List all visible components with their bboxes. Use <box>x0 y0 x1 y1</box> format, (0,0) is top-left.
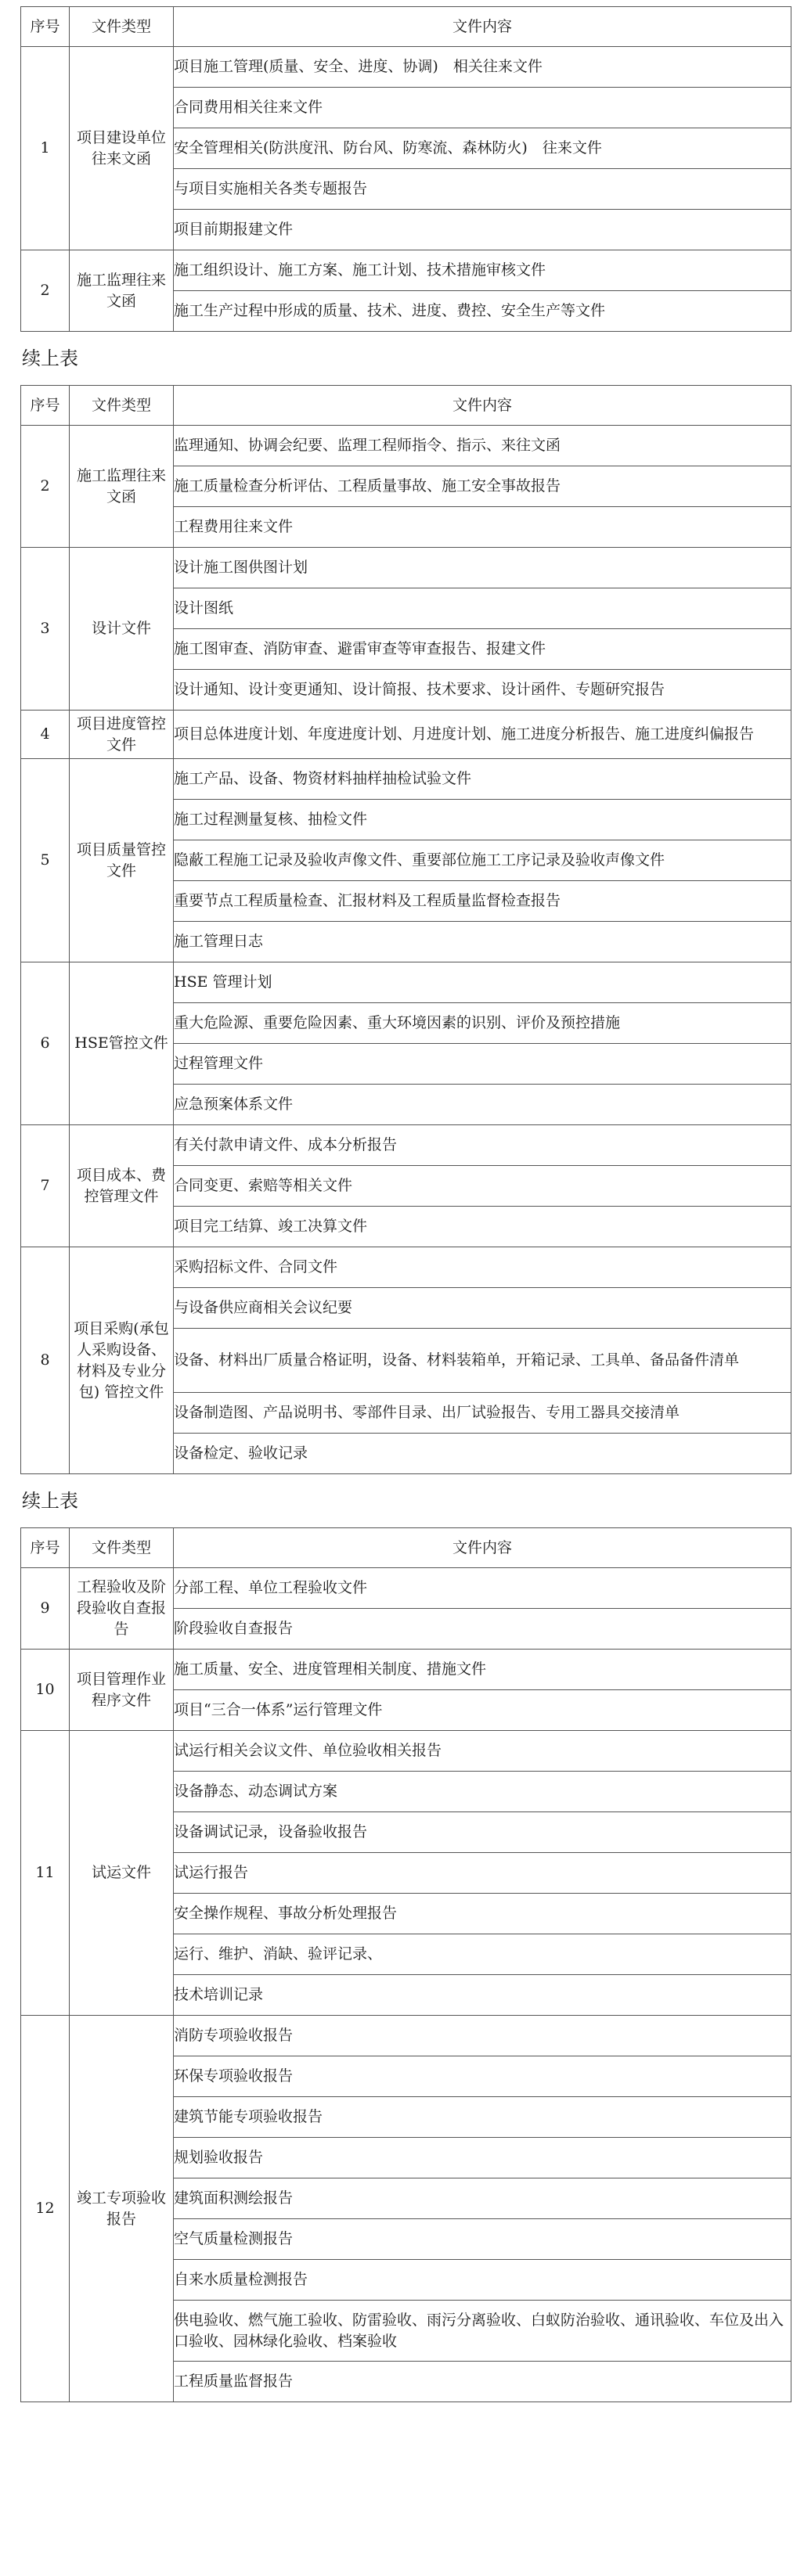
file-content: 试运行报告 <box>174 1853 791 1894</box>
file-content: 设备静态、动态调试方案 <box>174 1772 791 1812</box>
table-row <box>21 1650 791 1690</box>
file-content: 技术培训记录 <box>174 1975 791 2016</box>
file-content: 项目总体进度计划、年度进度计划、月进度计划、施工进度分析报告、施工进度纠偏报告 <box>174 711 791 759</box>
file-content: 重要节点工程质量检查、汇报材料及工程质量监督检查报告 <box>174 881 791 922</box>
file-content: 消防专项验收报告 <box>174 2016 791 2056</box>
file-type: 设计文件 <box>70 548 174 711</box>
file-content: 施工管理日志 <box>174 922 791 962</box>
file-content: 设计通知、设计变更通知、设计简报、技术要求、设计函件、专题研究报告 <box>174 670 791 711</box>
row-number: 2 <box>21 426 70 548</box>
file-type: 项目质量管控文件 <box>70 759 174 962</box>
header-content: 文件内容 <box>174 7 791 47</box>
file-content: 施工质量检查分析评估、工程质量事故、施工安全事故报告 <box>174 466 791 507</box>
file-content: 设备调试记录，设备验收报告 <box>174 1812 791 1853</box>
file-content: 施工产品、设备、物资材料抽样抽检试验文件 <box>174 759 791 800</box>
file-content: 自来水质量检测报告 <box>174 2260 791 2301</box>
row-number: 4 <box>21 711 70 759</box>
table-row <box>21 1247 791 1288</box>
file-content: 阶段验收自查报告 <box>174 1609 791 1650</box>
file-table <box>20 6 791 332</box>
file-content: 监理通知、协调会纪要、监理工程师指令、指示、来往文函 <box>174 426 791 466</box>
file-type: 竣工专项验收报告 <box>70 2016 174 2402</box>
row-number: 9 <box>21 1568 70 1650</box>
file-type: 项目管理作业程序文件 <box>70 1650 174 1731</box>
file-content: 施工过程测量复核、抽检文件 <box>174 800 791 840</box>
row-number: 5 <box>21 759 70 962</box>
header-type: 文件类型 <box>70 386 174 426</box>
header-content: 文件内容 <box>174 386 791 426</box>
file-table <box>20 1527 791 2402</box>
file-type: 项目成本、费控管理文件 <box>70 1125 174 1247</box>
header-content: 文件内容 <box>174 1528 791 1568</box>
file-content: 施工生产过程中形成的质量、技术、进度、费控、安全生产等文件 <box>174 291 791 332</box>
table-row <box>21 2016 791 2056</box>
file-content: 建筑节能专项验收报告 <box>174 2097 791 2138</box>
file-content: 设备检定、验收记录 <box>174 1434 791 1474</box>
header-type: 文件类型 <box>70 1528 174 1568</box>
table-row <box>21 711 791 759</box>
table-row <box>21 1568 791 1609</box>
row-number: 6 <box>21 962 70 1125</box>
row-number: 1 <box>21 47 70 250</box>
row-number: 3 <box>21 548 70 711</box>
file-content: 项目前期报建文件 <box>174 210 791 250</box>
table-row <box>21 250 791 291</box>
file-content: 有关付款申请文件、成本分析报告 <box>174 1125 791 1166</box>
header-type: 文件类型 <box>70 7 174 47</box>
header-num: 序号 <box>21 386 70 426</box>
file-type: 施工监理往来文函 <box>70 250 174 332</box>
file-content: 与设备供应商相关会议纪要 <box>174 1288 791 1329</box>
header-num: 序号 <box>21 1528 70 1568</box>
table-header-row <box>21 7 791 47</box>
file-content: 与项目实施相关各类专题报告 <box>174 169 791 210</box>
file-content: 过程管理文件 <box>174 1044 791 1085</box>
file-content: 运行、维护、消缺、验评记录、 <box>174 1934 791 1975</box>
file-type: 项目进度管控文件 <box>70 711 174 759</box>
file-type: 项目采购(承包人采购设备、材料及专业分包) 管控文件 <box>70 1247 174 1474</box>
continue-label: 续上表 <box>22 347 78 369</box>
file-content: 施工图审查、消防审查、避雷审查等审查报告、报建文件 <box>174 629 791 670</box>
file-content: 供电验收、燃气施工验收、防雷验收、雨污分离验收、白蚁防治验收、通讯验收、车位及出入口验收、园林绿化验收、档案验收 <box>174 2301 791 2362</box>
file-content: 设备、材料出厂质量合格证明，设备、材料装箱单，开箱记录、工具单、备品备件清单 <box>174 1329 791 1393</box>
file-content: 项目“三合一体系”运行管理文件 <box>174 1690 791 1731</box>
table-row <box>21 962 791 1003</box>
file-content: 施工组织设计、施工方案、施工计划、技术措施审核文件 <box>174 250 791 291</box>
table-header-row <box>21 1528 791 1568</box>
row-number: 8 <box>21 1247 70 1474</box>
row-number: 12 <box>21 2016 70 2402</box>
file-content: 设计图纸 <box>174 588 791 629</box>
file-content: HSE 管理计划 <box>174 962 791 1003</box>
file-type: 试运文件 <box>70 1731 174 2016</box>
row-number: 2 <box>21 250 70 332</box>
table-row <box>21 47 791 88</box>
file-table <box>20 385 791 1474</box>
file-content: 分部工程、单位工程验收文件 <box>174 1568 791 1609</box>
file-content: 环保专项验收报告 <box>174 2056 791 2097</box>
table-header-row <box>21 386 791 426</box>
table-row <box>21 1125 791 1166</box>
file-type: 项目建设单位往来文函 <box>70 47 174 250</box>
table-row <box>21 548 791 588</box>
table-row <box>21 759 791 800</box>
file-content: 规划验收报告 <box>174 2138 791 2178</box>
row-number: 11 <box>21 1731 70 2016</box>
file-type: 施工监理往来文函 <box>70 426 174 548</box>
file-content: 应急预案体系文件 <box>174 1085 791 1125</box>
file-content: 合同变更、索赔等相关文件 <box>174 1166 791 1207</box>
file-content: 采购招标文件、合同文件 <box>174 1247 791 1288</box>
row-number: 7 <box>21 1125 70 1247</box>
file-content: 设备制造图、产品说明书、零部件目录、出厂试验报告、专用工器具交接清单 <box>174 1393 791 1434</box>
file-content: 项目施工管理(质量、安全、进度、协调) 相关往来文件 <box>174 47 791 88</box>
file-content: 空气质量检测报告 <box>174 2219 791 2260</box>
row-number: 10 <box>21 1650 70 1731</box>
file-content: 项目完工结算、竣工决算文件 <box>174 1207 791 1247</box>
file-content: 工程费用往来文件 <box>174 507 791 548</box>
file-content: 重大危险源、重要危险因素、重大环境因素的识别、评价及预控措施 <box>174 1003 791 1044</box>
file-content: 设计施工图供图计划 <box>174 548 791 588</box>
file-type: 工程验收及阶段验收自查报告 <box>70 1568 174 1650</box>
file-content: 合同费用相关往来文件 <box>174 88 791 128</box>
file-type: HSE管控文件 <box>70 962 174 1125</box>
file-content: 隐蔽工程施工记录及验收声像文件、重要部位施工工序记录及验收声像文件 <box>174 840 791 881</box>
file-content: 施工质量、安全、进度管理相关制度、措施文件 <box>174 1650 791 1690</box>
file-content: 建筑面积测绘报告 <box>174 2178 791 2219</box>
file-content: 安全操作规程、事故分析处理报告 <box>174 1894 791 1934</box>
header-num: 序号 <box>21 7 70 47</box>
table-row <box>21 1731 791 1772</box>
table-row <box>21 426 791 466</box>
file-content: 安全管理相关(防洪度汛、防台风、防寒流、森林防火) 往来文件 <box>174 128 791 169</box>
file-content: 试运行相关会议文件、单位验收相关报告 <box>174 1731 791 1772</box>
document-page <box>20 6 791 2402</box>
continue-label: 续上表 <box>22 1490 78 1512</box>
file-content: 工程质量监督报告 <box>174 2362 791 2402</box>
